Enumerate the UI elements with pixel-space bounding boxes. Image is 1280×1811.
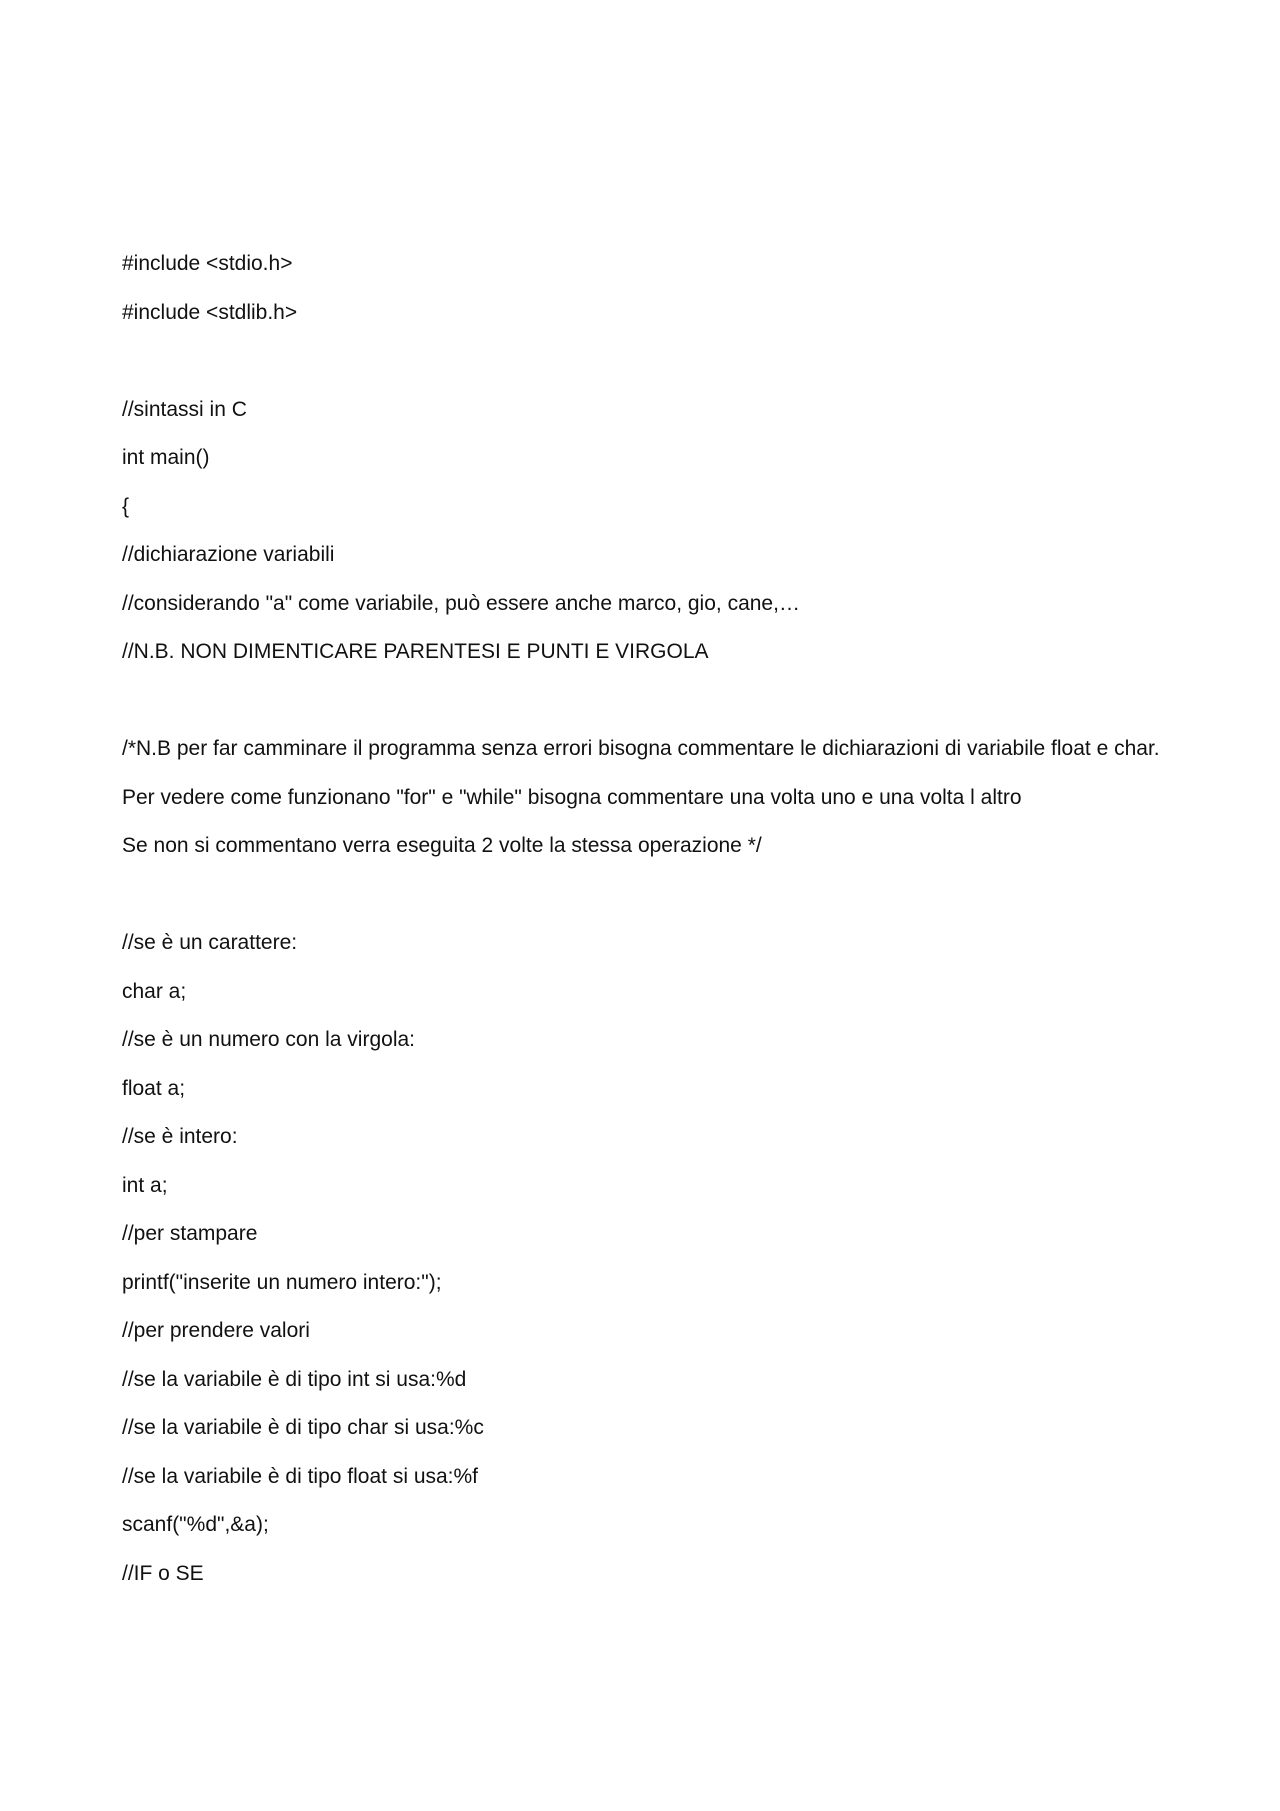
text-line: //N.B. NON DIMENTICARE PARENTESI E PUNTI E VIRGOLA <box>122 640 709 663</box>
text-line: char a; <box>122 979 187 1003</box>
text-line: Per vedere come funzionano "for" e "while" bisogna commentare una volta uno e una volta l altro <box>122 785 1022 809</box>
blank-line <box>122 879 1162 910</box>
document-body <box>122 248 1162 1606</box>
text-line: int main() <box>122 446 210 469</box>
text-line: /*N.B per far camminare il programma senza errori bisogna commentare le dichiarazioni di variabile float e char. <box>122 737 1160 760</box>
text-line: { <box>122 494 130 518</box>
blank-line <box>122 345 1162 376</box>
text-line: //sintassi in C <box>122 397 247 421</box>
text-line: //se è un numero con la virgola: <box>122 1028 415 1051</box>
text-line: //dichiarazione variabili <box>122 543 335 566</box>
text-line: scanf("%d",&a); <box>122 1513 269 1536</box>
text-line: //se la variabile è di tipo char si usa:%c <box>122 1416 484 1439</box>
text-line: #include <stdlib.h> <box>122 300 298 324</box>
text-line: int a; <box>122 1173 168 1197</box>
text-line: //per stampare <box>122 1222 258 1245</box>
text-line: printf("inserite un numero intero:"); <box>122 1270 442 1294</box>
text-line: //se la variabile è di tipo float si usa:%f <box>122 1464 479 1488</box>
text-line: float a; <box>122 1076 186 1100</box>
text-line: #include <stdio.h> <box>122 252 293 275</box>
text-line: //se è intero: <box>122 1125 238 1148</box>
text-line: //se è un carattere: <box>122 931 298 954</box>
text-line: //considerando "a" come variabile, può essere anche marco, gio, cane,… <box>122 591 800 615</box>
text-line: //per prendere valori <box>122 1319 310 1342</box>
text-line: //IF o SE <box>122 1561 204 1585</box>
text-line: //se la variabile è di tipo int si usa:%d <box>122 1367 467 1391</box>
blank-line <box>122 685 1162 716</box>
text-line: Se non si commentano verra eseguita 2 volte la stessa operazione */ <box>122 834 762 857</box>
